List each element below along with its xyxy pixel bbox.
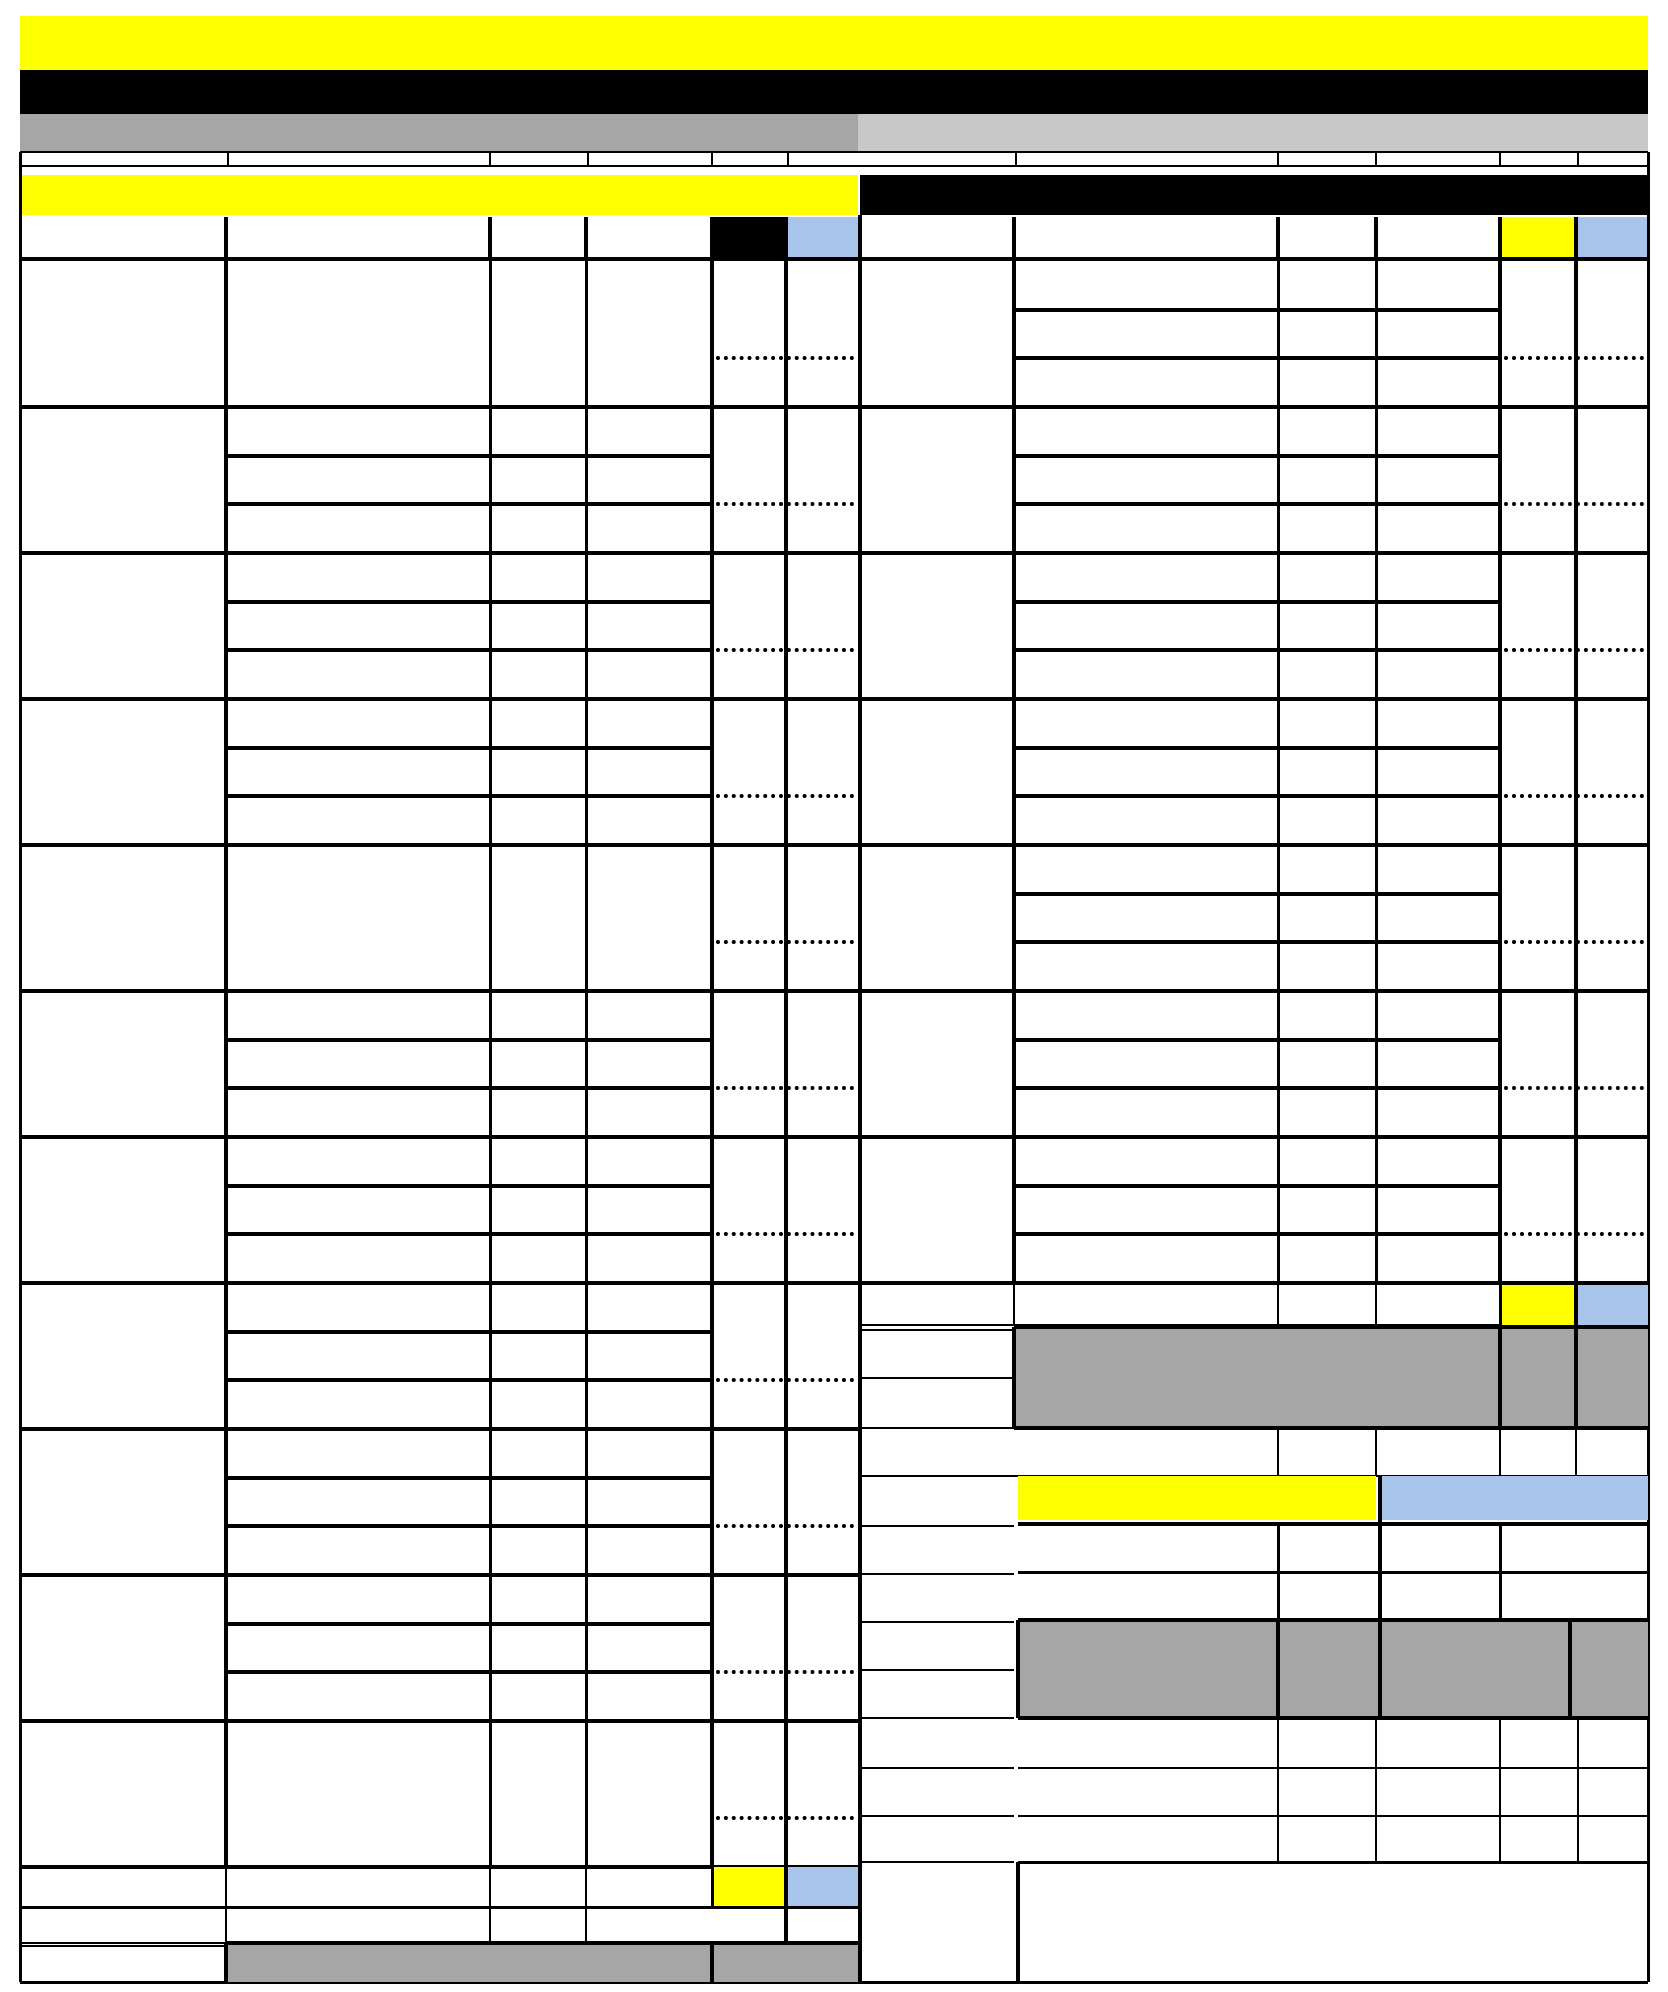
dotted-separator bbox=[716, 1670, 854, 1674]
grid-line bbox=[587, 152, 589, 166]
grid-line bbox=[1012, 217, 1016, 259]
grid-line bbox=[489, 1429, 492, 1575]
grid-line bbox=[226, 1038, 712, 1042]
grid-line bbox=[1276, 1620, 1280, 1718]
grid-line bbox=[226, 454, 712, 458]
grid-line bbox=[784, 1429, 788, 1575]
grid-line bbox=[862, 1427, 1014, 1429]
grid-line bbox=[784, 261, 788, 407]
grid-line bbox=[862, 1525, 1014, 1527]
grid-line bbox=[1375, 553, 1378, 699]
dotted-separator bbox=[1504, 648, 1644, 652]
grid-line bbox=[489, 261, 492, 407]
grid-line bbox=[784, 1137, 788, 1283]
field-event-divider bbox=[862, 843, 1648, 847]
grid-line bbox=[862, 1669, 1014, 1671]
grid-line bbox=[1374, 217, 1378, 259]
grid-line bbox=[1574, 699, 1578, 845]
grid-line bbox=[226, 1524, 712, 1528]
grid-line bbox=[1014, 356, 1500, 360]
grid-line bbox=[1014, 308, 1500, 312]
grid-line bbox=[1012, 407, 1016, 553]
grid-line bbox=[1014, 1232, 1500, 1236]
grid-line bbox=[489, 991, 492, 1137]
grid-line bbox=[224, 1137, 228, 1283]
grid-line bbox=[1015, 152, 1017, 166]
grid-line bbox=[862, 1815, 1014, 1817]
grid-line bbox=[784, 845, 788, 991]
track-total-sg-label-bg bbox=[786, 1867, 858, 1907]
dotted-separator bbox=[716, 648, 854, 652]
grid-line bbox=[224, 1721, 228, 1867]
grid-line bbox=[784, 991, 788, 1137]
grid-line bbox=[784, 553, 788, 699]
track-sg-header-bg bbox=[786, 217, 858, 259]
track-event-divider bbox=[22, 1719, 858, 1723]
grid-line bbox=[20, 151, 1648, 153]
grid-line bbox=[1014, 794, 1500, 798]
grid-line bbox=[226, 1184, 712, 1188]
grid-line bbox=[784, 1283, 788, 1429]
field-rl-header-bg bbox=[1500, 217, 1576, 259]
grid-line bbox=[1014, 746, 1500, 750]
grid-line bbox=[1574, 1283, 1578, 1325]
track-event-divider bbox=[22, 1573, 858, 1577]
grid-line bbox=[1568, 1620, 1572, 1718]
grid-line bbox=[585, 407, 588, 553]
grid-line bbox=[862, 1717, 1014, 1719]
track-total-bg bbox=[226, 1943, 712, 1982]
grid-line bbox=[1499, 152, 1501, 166]
grid-line bbox=[226, 1941, 858, 1945]
grid-line bbox=[1277, 152, 1279, 166]
dotted-separator bbox=[1504, 356, 1644, 360]
grid-line bbox=[862, 257, 1648, 261]
grid-line bbox=[1574, 1327, 1578, 1428]
grid-line bbox=[1018, 1861, 1648, 1864]
grid-line bbox=[1016, 1620, 1020, 1718]
grid-line bbox=[710, 217, 714, 259]
grid-line bbox=[585, 1867, 587, 1943]
grid-line bbox=[710, 699, 714, 845]
track-event-divider bbox=[22, 1135, 858, 1139]
grid-line bbox=[489, 845, 492, 991]
grid-line bbox=[710, 1137, 714, 1283]
grid-line bbox=[784, 217, 788, 259]
spring-grove-summary-header-bg bbox=[1380, 1476, 1648, 1520]
dotted-separator bbox=[1504, 1086, 1644, 1090]
grid-line bbox=[1499, 1283, 1502, 1325]
grid-line bbox=[1574, 845, 1578, 991]
grid-line bbox=[226, 1086, 712, 1090]
grid-line bbox=[784, 699, 788, 845]
grid-line bbox=[224, 1283, 228, 1429]
grid-line bbox=[489, 152, 491, 166]
grid-line bbox=[1375, 1428, 1377, 1476]
grid-line bbox=[862, 1621, 1014, 1623]
grid-line bbox=[224, 407, 228, 553]
track-event-divider bbox=[22, 1427, 858, 1431]
grid-line bbox=[1498, 991, 1502, 1137]
grid-line bbox=[1378, 1476, 1382, 1620]
grid-line bbox=[1277, 407, 1280, 553]
grid-line bbox=[489, 1721, 492, 1867]
grid-line bbox=[710, 407, 714, 553]
grid-line bbox=[1375, 991, 1378, 1137]
grid-line bbox=[1014, 1184, 1500, 1188]
grid-line bbox=[225, 1867, 227, 1943]
dotted-separator bbox=[1504, 794, 1644, 798]
grid-line bbox=[710, 553, 714, 699]
grid-line bbox=[1277, 1718, 1279, 1862]
field-sg-header-bg bbox=[1576, 217, 1648, 259]
grid-line bbox=[1498, 407, 1502, 553]
field-total-bg bbox=[1014, 1327, 1648, 1428]
grid-line bbox=[226, 1622, 712, 1626]
grid-line bbox=[1014, 600, 1500, 604]
grid-line bbox=[710, 1283, 714, 1429]
grid-line bbox=[226, 648, 712, 652]
grid-line bbox=[585, 261, 588, 407]
grid-line bbox=[1014, 648, 1500, 652]
grid-line bbox=[585, 1429, 588, 1575]
grid-line bbox=[226, 1670, 712, 1674]
grid-line bbox=[226, 1476, 712, 1480]
grid-line bbox=[224, 553, 228, 699]
track-left-border bbox=[19, 152, 22, 1982]
grid-line bbox=[1277, 699, 1280, 845]
grid-line bbox=[710, 1429, 714, 1575]
grid-line bbox=[1375, 152, 1377, 166]
grid-line bbox=[226, 794, 712, 798]
grid-line bbox=[710, 1943, 714, 1982]
grid-line bbox=[226, 1378, 712, 1382]
grid-line bbox=[224, 1575, 228, 1721]
grid-line bbox=[22, 257, 858, 261]
grid-line bbox=[489, 1867, 491, 1943]
dotted-separator bbox=[716, 940, 854, 944]
grid-line bbox=[22, 1945, 226, 1947]
grid-line bbox=[1574, 1137, 1578, 1283]
field-event-divider bbox=[862, 989, 1648, 993]
grid-line bbox=[862, 1329, 1014, 1331]
grid-line bbox=[1012, 261, 1016, 407]
grid-line bbox=[710, 1721, 714, 1867]
grid-line bbox=[1375, 845, 1378, 991]
grid-line bbox=[489, 1283, 492, 1429]
grid-line bbox=[1014, 1038, 1500, 1042]
field-total-sg-label-bg bbox=[1576, 1285, 1648, 1325]
grid-line bbox=[1012, 1137, 1016, 1283]
grid-line bbox=[1018, 1815, 1648, 1817]
dotted-separator bbox=[716, 1086, 854, 1090]
field-total-rl-label-bg bbox=[1500, 1285, 1576, 1325]
grid-line bbox=[1277, 1137, 1280, 1283]
grid-line bbox=[224, 1943, 228, 1982]
grid-line bbox=[710, 991, 714, 1137]
grid-line bbox=[1012, 991, 1016, 1137]
grid-line bbox=[585, 1575, 588, 1721]
grid-line bbox=[1014, 1086, 1500, 1090]
field-event-divider bbox=[862, 1135, 1648, 1139]
grid-line bbox=[1014, 940, 1500, 944]
track-banner bbox=[22, 175, 858, 215]
grid-line bbox=[489, 699, 492, 845]
grid-line bbox=[1498, 1327, 1502, 1428]
grid-line bbox=[1499, 1718, 1501, 1862]
grid-line bbox=[226, 502, 712, 506]
grid-line bbox=[711, 152, 713, 166]
grid-line bbox=[1018, 1767, 1648, 1769]
grid-line bbox=[1014, 502, 1500, 506]
grid-line bbox=[1498, 845, 1502, 991]
track-event-divider bbox=[22, 989, 858, 993]
track-total-rl-label-bg bbox=[712, 1867, 786, 1907]
grid-line bbox=[1018, 1716, 1648, 1720]
grid-line bbox=[585, 1721, 588, 1867]
grid-line bbox=[1277, 1428, 1279, 1476]
grid-line bbox=[710, 845, 714, 991]
track-event-divider bbox=[22, 697, 858, 701]
grid-line bbox=[488, 217, 492, 259]
dotted-separator bbox=[1504, 940, 1644, 944]
grid-line bbox=[1574, 407, 1578, 553]
grid-line bbox=[1574, 553, 1578, 699]
grid-line bbox=[1277, 1524, 1280, 1620]
grid-line bbox=[711, 1867, 714, 1907]
grid-line bbox=[489, 407, 492, 553]
grid-line bbox=[1016, 1862, 1020, 1982]
grid-line bbox=[1018, 1571, 1648, 1574]
grid-line bbox=[226, 600, 712, 604]
track-total-scores-bg bbox=[712, 1943, 858, 1982]
grid-line bbox=[585, 699, 588, 845]
grid-line bbox=[22, 1906, 858, 1909]
dotted-separator bbox=[716, 794, 854, 798]
grid-line bbox=[489, 1575, 492, 1721]
grid-line bbox=[585, 1283, 588, 1429]
grid-line bbox=[1014, 892, 1500, 896]
grid-line bbox=[1375, 1283, 1377, 1325]
grid-line bbox=[1499, 1524, 1502, 1620]
grid-line bbox=[1375, 1718, 1377, 1862]
track-event-divider bbox=[22, 843, 858, 847]
grid-line bbox=[784, 1575, 788, 1721]
grid-line bbox=[226, 1330, 712, 1334]
grid-line bbox=[224, 217, 228, 259]
grid-line bbox=[862, 1475, 1014, 1477]
date-bar bbox=[20, 114, 858, 152]
grid-line bbox=[224, 845, 228, 991]
title-banner bbox=[20, 16, 1648, 70]
grid-line bbox=[22, 1942, 226, 1944]
grid-line bbox=[1012, 845, 1016, 991]
grid-line bbox=[224, 1429, 228, 1575]
grid-line bbox=[489, 553, 492, 699]
grid-line bbox=[1498, 217, 1502, 259]
field-banner bbox=[860, 175, 1648, 215]
grid-line bbox=[1375, 699, 1378, 845]
grid-line bbox=[784, 1721, 788, 1867]
grid-line bbox=[585, 553, 588, 699]
grid-line bbox=[1277, 1283, 1279, 1325]
grid-line bbox=[1378, 1620, 1382, 1718]
grid-line bbox=[1014, 1426, 1648, 1430]
grid-line bbox=[862, 1767, 1014, 1769]
grid-line bbox=[227, 152, 229, 166]
grid-line bbox=[585, 845, 588, 991]
grid-line bbox=[1014, 1325, 1648, 1329]
grid-line bbox=[585, 1137, 588, 1283]
dotted-separator bbox=[716, 1378, 854, 1382]
track-event-divider bbox=[22, 405, 858, 409]
grid-line bbox=[1577, 152, 1579, 166]
grid-line bbox=[1277, 991, 1280, 1137]
grid-line bbox=[1498, 699, 1502, 845]
field-event-divider bbox=[862, 697, 1648, 701]
grid-line bbox=[1277, 845, 1280, 991]
track-event-divider bbox=[22, 551, 858, 555]
grid-line bbox=[584, 217, 588, 259]
grid-line bbox=[224, 699, 228, 845]
grid-line bbox=[1277, 261, 1280, 407]
grid-line bbox=[710, 1575, 714, 1721]
track-rl-header-bg bbox=[712, 217, 786, 259]
grid-line bbox=[862, 1573, 1014, 1575]
grid-line bbox=[1574, 261, 1578, 407]
subtitle-banner bbox=[20, 70, 1648, 114]
grid-line bbox=[1499, 1428, 1501, 1476]
team-bar bbox=[858, 114, 1648, 152]
dotted-separator bbox=[1504, 1232, 1644, 1236]
dotted-separator bbox=[716, 502, 854, 506]
grid-line bbox=[224, 261, 228, 407]
grid-line bbox=[1498, 261, 1502, 407]
dotted-separator bbox=[716, 1232, 854, 1236]
grid-line bbox=[787, 152, 789, 166]
grid-line bbox=[1276, 217, 1280, 259]
red-lion-summary-header-bg bbox=[1018, 1476, 1376, 1520]
grid-line bbox=[226, 1232, 712, 1236]
grid-line bbox=[1277, 553, 1280, 699]
dotted-separator bbox=[1504, 502, 1644, 506]
grid-line bbox=[1574, 217, 1578, 259]
grand-total-bg bbox=[1018, 1622, 1648, 1718]
grid-line bbox=[1577, 1718, 1579, 1862]
grid-line bbox=[1574, 991, 1578, 1137]
dotted-separator bbox=[716, 356, 854, 360]
grid-line bbox=[20, 165, 1648, 167]
grid-line bbox=[1375, 407, 1378, 553]
grid-line bbox=[710, 261, 714, 407]
grid-line bbox=[1014, 454, 1500, 458]
grid-line bbox=[1498, 553, 1502, 699]
track-event-divider bbox=[22, 1281, 858, 1285]
grid-line bbox=[224, 991, 228, 1137]
dotted-separator bbox=[716, 1524, 854, 1528]
grid-line bbox=[226, 746, 712, 750]
grid-line bbox=[1498, 1137, 1502, 1283]
grid-line bbox=[1375, 261, 1378, 407]
grid-line bbox=[489, 1137, 492, 1283]
grid-line bbox=[585, 991, 588, 1137]
grid-line bbox=[1375, 1137, 1378, 1283]
dotted-separator bbox=[716, 1816, 854, 1820]
grid-line bbox=[1012, 553, 1016, 699]
field-event-divider bbox=[862, 405, 1648, 409]
field-event-divider bbox=[862, 551, 1648, 555]
grid-line bbox=[1013, 1283, 1015, 1325]
grid-line bbox=[784, 407, 788, 553]
grid-line bbox=[862, 1861, 1014, 1863]
grid-line bbox=[1012, 699, 1016, 845]
grid-line bbox=[862, 1377, 1014, 1379]
grid-line bbox=[1575, 1428, 1577, 1476]
grid-line bbox=[1018, 1522, 1648, 1526]
